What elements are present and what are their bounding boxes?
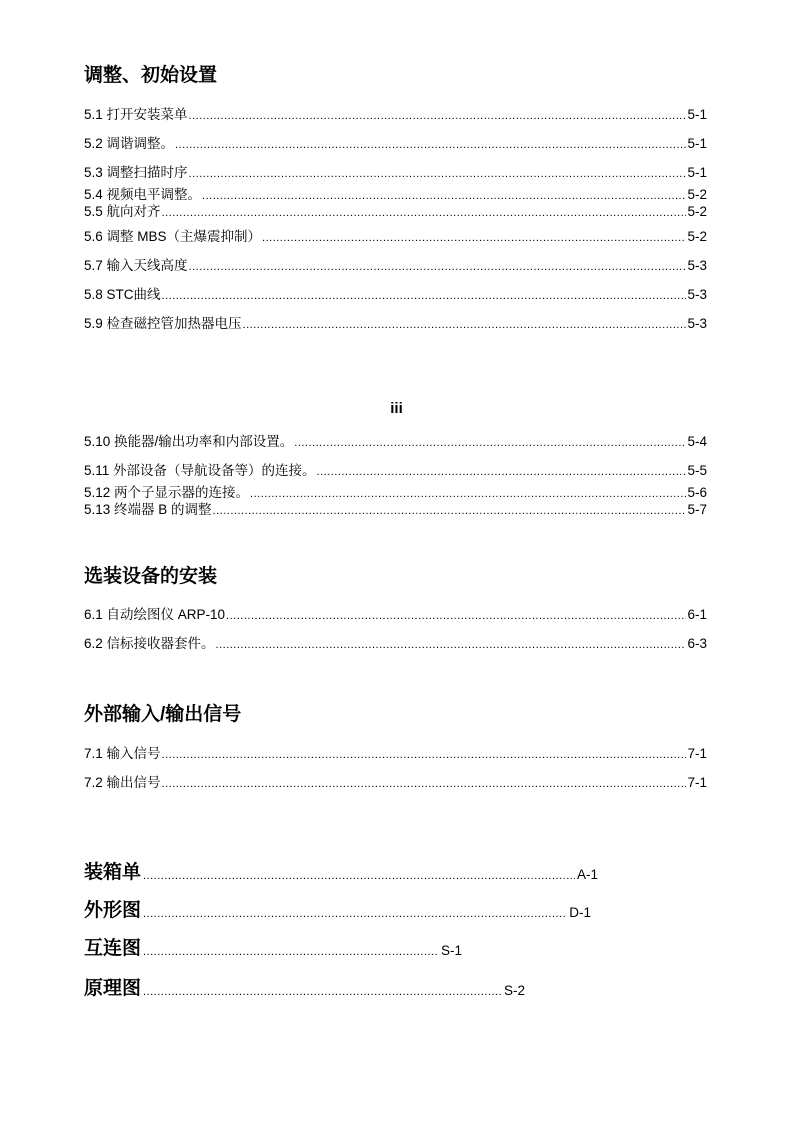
toc-entry-5-12[interactable]: [84, 484, 707, 501]
toc-entry-label: 5.11 外部设备（导航设备等）的连接。: [84, 463, 316, 478]
appendix-interconnection-diagram[interactable]: [84, 937, 462, 961]
toc-entry-page: 5-2: [687, 229, 707, 244]
appendix-outline-drawing[interactable]: [84, 899, 591, 923]
dot-leader: [250, 484, 686, 501]
toc-entry-5-1[interactable]: [84, 106, 707, 123]
dot-leader: [162, 774, 687, 791]
toc-entry-page: 5-3: [687, 316, 707, 331]
toc-entry-5-4[interactable]: [84, 186, 707, 203]
toc-entry-5-5[interactable]: [84, 203, 707, 220]
toc-entry-label: 7.1 输入信号: [84, 746, 161, 761]
dot-leader: [294, 433, 686, 450]
dot-leader: [226, 606, 686, 623]
section-7-heading: 外部输入/输出信号: [84, 704, 242, 725]
toc-entry-label: 5.4 视频电平调整。: [84, 187, 202, 202]
toc-entry-label: 5.12 两个子显示器的连接。: [84, 485, 250, 500]
toc-entry-label: 5.10 换能器/输出功率和内部设置。: [84, 434, 294, 449]
toc-entry-page: 6-3: [687, 636, 707, 651]
toc-entry-5-3[interactable]: [84, 164, 707, 181]
dot-leader: [317, 462, 687, 479]
dot-leader: [143, 865, 575, 885]
dot-leader: [162, 745, 687, 762]
toc-entry-5-6[interactable]: [84, 228, 707, 245]
appendix-page: S-1: [440, 943, 462, 958]
toc-entry-page: 5-6: [687, 485, 707, 500]
appendix-label: 原理图: [84, 978, 142, 999]
toc-entry-label: 5.13 终端器 B 的调整: [84, 502, 212, 517]
toc-entry-label: 6.1 自动绘图仪 ARP-10: [84, 607, 226, 622]
toc-entry-6-2[interactable]: [84, 635, 707, 652]
toc-entry-7-2[interactable]: [84, 774, 707, 791]
toc-entry-page: 5-4: [687, 434, 707, 449]
toc-entry-page: 5-1: [687, 107, 707, 122]
toc-entry-label: 5.5 航向对齐: [84, 204, 161, 219]
toc-entry-label: 5.6 调整 MBS（主爆震抑制）: [84, 229, 262, 244]
toc-entry-page: 5-2: [687, 204, 707, 219]
toc-entry-page: 5-1: [687, 136, 707, 151]
section-5-heading: 调整、初始设置: [84, 65, 218, 86]
page-number: iii: [390, 400, 403, 417]
toc-entry-page: 7-1: [687, 775, 707, 790]
appendix-page: D-1: [569, 905, 591, 920]
toc-entry-5-9[interactable]: [84, 315, 707, 332]
toc-entry-page: 5-5: [687, 463, 707, 478]
dot-leader: [202, 186, 686, 203]
toc-entry-page: 5-1: [687, 165, 707, 180]
toc-entry-5-2[interactable]: [84, 135, 707, 152]
toc-entry-5-10[interactable]: [84, 433, 707, 450]
toc-entry-5-11[interactable]: [84, 462, 707, 479]
toc-entry-page: 5-3: [687, 258, 707, 273]
toc-entry-5-7[interactable]: [84, 257, 707, 274]
toc-entry-page: 5-2: [687, 187, 707, 202]
toc-entry-page: 5-3: [687, 287, 707, 302]
toc-entry-page: 6-1: [687, 607, 707, 622]
toc-entry-page: 7-1: [687, 746, 707, 761]
dot-leader: [243, 315, 687, 332]
appendix-label: 互连图: [84, 938, 142, 959]
appendix-packing-list[interactable]: [84, 861, 598, 885]
section-6-heading: 选装设备的安装: [84, 566, 218, 587]
dot-leader: [162, 203, 687, 220]
appendix-schematic-diagram[interactable]: [84, 977, 525, 1001]
toc-entry-label: 7.2 输出信号: [84, 775, 161, 790]
dot-leader: [143, 941, 439, 961]
dot-leader: [189, 106, 687, 123]
toc-entry-label: 5.9 检查磁控管加热器电压: [84, 316, 242, 331]
toc-entry-label: 6.2 信标接收器套件。: [84, 636, 215, 651]
dot-leader: [189, 164, 687, 181]
toc-entry-label: 5.7 输入天线高度: [84, 258, 188, 273]
toc-entry-5-13[interactable]: [84, 501, 707, 518]
toc-entry-7-1[interactable]: [84, 745, 707, 762]
dot-leader: [216, 635, 687, 652]
dot-leader: [143, 903, 567, 923]
toc-entry-label: 5.3 调整扫描时序: [84, 165, 188, 180]
appendix-page: A-1: [576, 867, 598, 882]
dot-leader: [143, 981, 502, 1001]
dot-leader: [262, 228, 686, 245]
dot-leader: [189, 257, 687, 274]
dot-leader: [175, 135, 686, 152]
toc-entry-5-8[interactable]: [84, 286, 707, 303]
appendix-label: 外形图: [84, 900, 142, 921]
appendix-page: S-2: [503, 983, 525, 998]
toc-entry-label: 5.2 调谐调整。: [84, 136, 175, 151]
toc-entry-page: 5-7: [687, 502, 707, 517]
appendix-label: 装箱单: [84, 862, 142, 883]
toc-entry-label: 5.1 打开安装菜单: [84, 107, 188, 122]
dot-leader: [213, 501, 687, 518]
toc-entry-label: 5.8 STC曲线: [84, 287, 161, 302]
toc-entry-6-1[interactable]: [84, 606, 707, 623]
dot-leader: [162, 286, 687, 303]
